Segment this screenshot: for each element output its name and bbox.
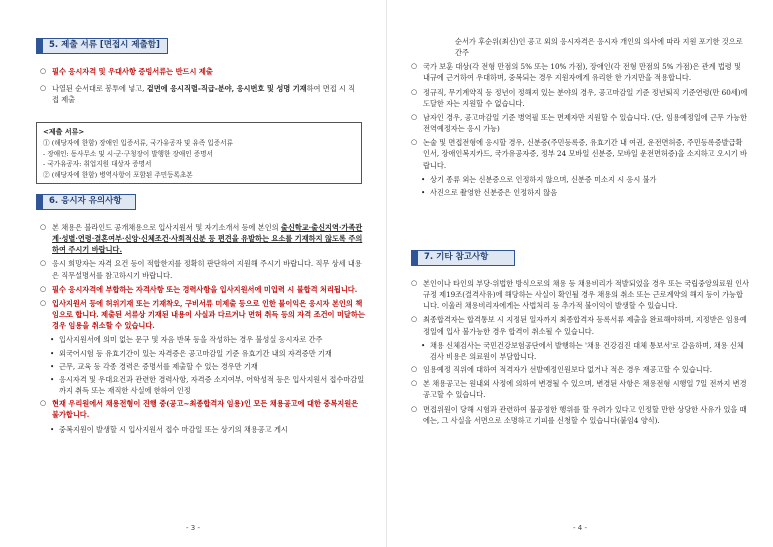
section-5-title: 5. 제출 서류 [면접시 제출함] [49,40,160,51]
sec6-item-3: 필수 응시자격에 부합하는 자격사항 또는 경력사항을 입사지원서에 미입력 시 불합격 처리됩니다. [52,284,358,294]
section-6-title: 6. 응시자 유의사항 [49,196,122,207]
id-dot: 사진으로 촬영한 신분증은 인정하지 않음 [430,187,558,197]
sec7-item: 최종합격자는 합격통보 시 지정된 일자까지 최종합격자 등록서류 제출을 완료해야하며, 지정받은 임용예정일에 입사 불가능한 경우 합격이 취소될 수 있습니다. [423,315,747,336]
box-line: - 장애인: 동사무소 및 시·군·구청장이 발행한 장애인 증명서 [43,149,213,158]
box-line: - 국가유공자: 취업지원 대상자 증명서 [43,160,152,169]
page-4 [387,0,773,547]
sec6-dot: 입사지원서에 의미 없는 문구 및 자음 반복 등을 작성하는 경우 불성실 응시자로 간주 [59,335,323,345]
submission-documents-box [36,122,362,184]
sec7-item: 본 채용공고는 원내외 사정에 의하여 변경될 수 있으며, 변경된 사항은 채용전형 시행일 7일 전까지 변경 공고할 수 있습니다. [423,379,747,400]
box-title: <제출 서류> [43,128,85,136]
p4-item: 정규직, 무기계약직 등 정년이 정해져 있는 분야의 경우, 공고마감일 기준 정년퇴직 기준연령(만 60세)에 도달한 자는 지원할 수 없습니다. [423,87,748,108]
sec7-item: 면접위원이 당해 시험과 관련하여 불공정한 행위를 할 우려가 있다고 인정할 만한 상당한 사유가 있을 때에는, 그 사실을 서면으로 소명하고 기피를 신청할 수 있습니다(붙임4 양식). [423,404,747,425]
sec5-item-2: 나열된 순서대로 봉투에 넣고, 겉면에 응시직렬-직급-분야, 응시번호 및 성명 기재하여 면접 시 직접 제출 [52,84,356,105]
section-5-body: ○ 필수 응시자격 및 우대사항 증빙서류는 반드시 제출 ○ 나열된 순서대로 봉투에 넣고, 겉면에 응시직렬-직급-분야, 응시번호 및 성명 기재하여 면접 시 직접 제출 [40,66,362,108]
section-6-header [36,194,136,210]
sec7-item: 임용예정 직위에 대하여 적격자가 선발예정인원보다 없거나 적은 경우 재공고할 수 있습니다. [423,365,712,375]
section-7-title: 7. 기타 참고사항 [424,252,489,263]
sec6-item-5: 현재 우리원에서 채용전형이 진행 중(공고~최종합격자 임용)인 모든 채용공고에 대한 중복지원은 불가합니다. [52,399,359,420]
page-4-body: 순서가 후순위(최신)인 공고 외의 응시자격은 응시자 개인의 의사에 따라 지원 포기한 것으로 간주 ○ 국가 보훈 대상(각 전형 만점의 5% 또는 10% 가점), 장애인(각 전형 만점의 5% 가점)은 관계 법령 및 내규에 근거하여 우대하며, 중복되는 경우 지원자에게 유리한 한 가지만을 적용합니다. ○ 정규직, 무기계약직 등 정년이 정해져 있는 분야의 경우, 공고마감일 기준 정년퇴직 기준연령(만 60세)에 도달한 자는 지원할 수 없습니다. ○ 남자인 경우, 공고마감일 기준 병역필 또는 면제자만 지원할 수 있습니다. (단, 임용예정일에 근무 가능한 전역예정자는 응시 가능) ○ 논술 및 면접전형에 응시할 경우, 신분증(주민등록증, 유효기간 내 여권, 운전면허증, 주민등록증발급확인서, 장애인복지카드, 국가유공자증, 정부 24 모바일 신분증, 모바일 운전면허증)을 소지하고 오시기 바랍니다. • 상기 종류 외는 신분증으로 인정하지 않으며, 신분증 미소지 시 응시 불가 • 사진으로 촬영한 신분증은 인정하지 않음 [411,37,748,197]
sec6-dot-last: 중복지원이 발생할 시 입사지원서 접수 마감일 또는 상기의 채용공고 게시 [59,424,288,434]
p4-item: 남자인 경우, 공고마감일 기준 병역필 또는 면제자만 지원할 수 있습니다. (단, 임용예정일에 근무 가능한 전역예정자는 응시 가능) [423,112,748,134]
page-number: - 3 - [186,524,200,532]
sec7-dot: 채용 신체검사는 국민건강보험공단에서 발행하는 '채용 건강검진 대체 통보서'로 갈음하며, 채용 신체검사 비용은 의료원이 부담합니다. [430,340,744,361]
section-5-header [36,38,168,54]
sec6-dot: 근무, 교육 등 각종 경력은 증명서를 제출할 수 있는 경우만 기재 [59,361,258,371]
continued-text: 순서가 후순위(최신)인 공고 외의 응시자격은 응시자 개인의 의사에 따라 지원 포기한 것으로 간주 [455,37,743,58]
sec6-item-4: 입사지원서 등에 허위기재 또는 기재착오, 구비서류 미제출 등으로 인한 불이익은 응시자 본인의 책임으로 합니다. 제출된 서류상 기재된 내용이 사실과 다르거나 면허 취득 등의 자격 조건이 미달하는 경우 임용을 취소할 수 있습니다. [52,298,365,331]
sec6-dot: 외국어시험 등 유효기간이 있는 자격증은 공고마감일 기준 유효기간 내의 자격증만 기재 [59,348,332,358]
page-3 [0,0,386,547]
id-dot: 상기 종류 외는 신분증으로 인정하지 않으며, 신분증 미소지 시 응시 불가 [430,174,657,184]
section-6-body: ○ 본 채용은 블라인드 공개채용으로 입사지원서 및 자기소개서 등에 본인의 출신학교·출신지역·가족관계·성별·연령·결혼여부·신앙·신체조건·사회적신분 등 편견을 유발하는 요소를 기재하지 않도록 주의하여 주시기 바랍니다. ○ 응시 희망자는 자격 요건 등이 적합한지를 정확히 판단하여 지원해 주시기 바랍니다. 직무 상세 내용은 직무설명서를 참고하시기 바랍니다. ○ 필수 응시자격에 부합하는 자격사항 또는 경력사항을 입사지원서에 미입력 시 불합격 처리됩니다. ○ 입사지원서 등에 허위기재 또는 기재착오, 구비서류 미제출 등으로 인한 불이익은 응시자 본인의 책임으로 합니다. 제출된 서류상 기재된 내용이 사실과 다르거나 면허 취득 등의 자격 조건이 미달하는 경우 임용을 취소할 수 있습니다. • 입사지원서에 의미 없는 문구 및 자음 반복 등을 작성하는 경우 불성실 응시자로 간주 • 외국어시험 등 유효기간이 있는 자격증은 공고마감일 기준 유효기간 내의 자격증만 기재 • 근무, 교육 등 각종 경력은 증명서를 제출할 수 있는 경우만 기재 • 응시자격 및 우대요건과 관련한 경력사항, 자격증 소지여부, 어학성적 등은 입사지원서 접수마감일까지 취득 또는 재직한 사실에 한하여 인정 ○ 현재 우리원에서 채용전형이 진행 중(공고~최종합격자 임용)인 모든 채용공고에 대한 중복지원은 불가합니다. • 중복지원이 발생할 시 입사지원서 접수 마감일 또는 상기의 채용공고 게시 [40,223,365,434]
sec6-item-1: 본 채용은 블라인드 공개채용으로 입사지원서 및 자기소개서 등에 본인의 출신학교·출신지역·가족관계·성별·연령·결혼여부·신앙·신체조건·사회적신분 등 편견을 유발하는 요소를 기재하지 않도록 주의하여 주시기 바랍니다. [52,223,363,255]
section-7-header [411,250,515,266]
sec5-item-1: 필수 응시자격 및 우대사항 증빙서류는 반드시 제출 [52,67,213,76]
p4-item: 국가 보훈 대상(각 전형 만점의 5% 또는 10% 가점), 장애인(각 전형 만점의 5% 가점)은 관계 법령 및 내규에 근거하여 우대하며, 중복되는 경우 지원자에게 유리한 한 가지만을 적용합니다. [423,62,741,83]
sec6-item-2: 응시 희망자는 자격 요건 등이 적합한지를 정확히 판단하여 지원해 주시기 바랍니다. 직무 상세 내용은 직무설명서를 참고하시기 바랍니다. [52,259,362,280]
sec7-item: 본인이나 타인의 부당·위법한 방식으로의 채용 등 채용비리가 적발되었을 경우 또는 국립중앙의료원 인사규정 제19조(결격사유)에 해당하는 사실이 확인될 경우 채용의 취소 또는 근로계약의 해지 등이 가능합니다. 이울러 채용비리자에게는 사법처리 등 추가적 불이익이 발생할 수 있습니다. [423,279,749,311]
section-7-body: ○ 본인이나 타인의 부당·위법한 방식으로의 채용 등 채용비리가 적발되었을 경우 또는 국립중앙의료원 인사규정 제19조(결격사유)에 해당하는 사실이 확인될 경우 채용의 취소 또는 근로계약의 해지 등이 가능합니다. 이울러 채용비리자에게는 사법처리 등 추가적 불이익이 발생할 수 있습니다. ○ 최종합격자는 합격통보 시 지정된 일자까지 최종합격자 등록서류 제출을 완료해야하며, 지정받은 임용예정일에 입사 불가능한 경우 합격이 취소될 수 있습니다. • 채용 신체검사는 국민건강보험공단에서 발행하는 '채용 건강검진 대체 통보서'로 갈음하며, 채용 신체검사 비용은 의료원이 부담합니다. ○ 임용예정 직위에 대하여 적격자가 선발예정인원보다 없거나 적은 경우 재공고할 수 있습니다. ○ 본 채용공고는 원내외 사정에 의하여 변경될 수 있으며, 변경된 사항은 채용전형 시행일 7일 전까지 변경 공고할 수 있습니다. ○ 면접위원이 당해 시험과 관련하여 불공정한 행위를 할 우려가 있다고 인정할 만한 상당한 사유가 있을 때에는, 그 사실을 서면으로 소명하고 기피를 신청할 수 있습니다(붙임4 양식). [411,279,749,425]
p4-item: 논술 및 면접전형에 응시할 경우, 신분증(주민등록증, 유효기간 내 여권, 운전면허증, 주민등록증발급확인서, 장애인복지카드, 국가유공자증, 정부 24 모바일 신분증, 모바일 운전면허증)을 소지하고 오시기 바랍니다. [423,138,747,170]
box-line: ① (해당자에 한함) 장애인 입증서류, 국가유공자 및 유족 입증서류 [43,139,233,148]
sec6-dot: 응시자격 및 우대요건과 관련한 경력사항, 자격증 소지여부, 어학성적 등은 입사지원서 접수마감일까지 취득 또는 재직한 사실에 한하여 인정 [59,374,365,396]
page-number: - 4 - [573,524,587,532]
box-line: ② (해당자에 한함) 병역사항이 포함된 주민등록초본 [43,170,193,179]
